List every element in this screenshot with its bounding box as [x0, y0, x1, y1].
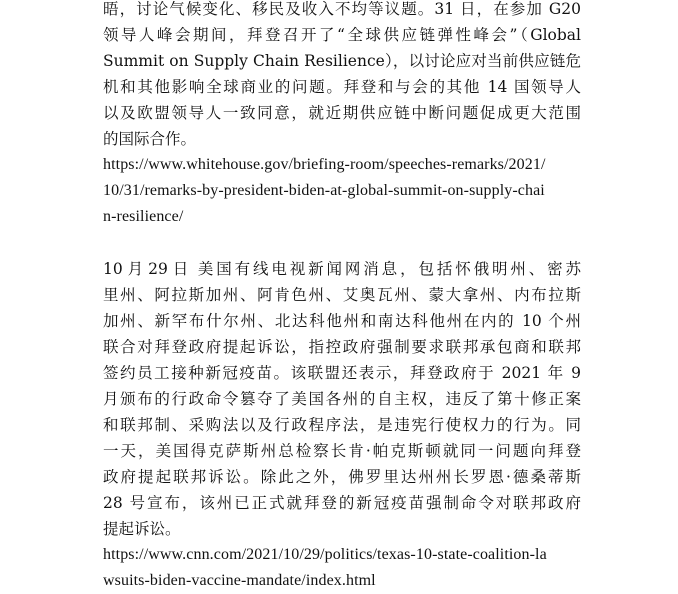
text-line: 月颁布的行政命令篡夺了美国各州的自主权，违反了第十修正案 [103, 390, 581, 408]
text-line: 的国际合作。 [103, 130, 197, 148]
text-line: 机和其他影响全球商业的问题。拜登和与会的其他 14 国领导人 [103, 78, 581, 96]
text-line: 一天，美国得克萨斯州总检察长肯·帕克斯顿就同一问题向拜登 [103, 442, 581, 460]
url-line: 10/31/remarks-by-president-biden-at-global-summit-on-supply-chai [103, 182, 545, 199]
text-line: 加州、新罕布什尔州、北达科他州和南达科他州在内的 10 个州 [103, 312, 581, 330]
entry-first-line: 美国有线电视新闻网消息，包括怀俄明州、密苏 [195, 260, 581, 278]
text-line: 以及欧盟领导人一致同意，就近期供应链中断问题促成更大范围 [103, 104, 581, 122]
entry-paragraph-2 [103, 256, 581, 542]
paragraph-gap [103, 230, 581, 256]
text-line: 28 号宣布，该州已正式就拜登的新冠疫苗强制命令对联邦政府 [103, 494, 581, 512]
text-line: 提起诉讼。 [103, 520, 181, 538]
url-line: https://www.whitehouse.gov/briefing-room/speeches-remarks/2021/ [103, 156, 546, 173]
text-line: 签约员工接种新冠疫苗。该联盟还表示，拜登政府于 2021 年 9 [103, 364, 581, 382]
source-link-1[interactable] [103, 152, 581, 230]
entry-date: 10 月 29 日 [103, 260, 189, 278]
text-line: 晤，讨论气候变化、移民及收入不均等议题。31 日，在参加 G20 [103, 0, 581, 18]
entry-paragraph-1 [103, 0, 581, 152]
text-line: 领导人峰会期间，拜登召开了“全球供应链弹性峰会”（Global [103, 26, 581, 44]
text-line: 里州、阿拉斯加州、阿肯色州、艾奥瓦州、蒙大拿州、内布拉斯 [103, 286, 581, 304]
text-line: Summit on Supply Chain Resilience），以讨论应对当前供应链危 [103, 52, 581, 70]
url-line: n-resilience/ [103, 208, 184, 225]
document-page [103, 0, 581, 594]
text-line: 联合对拜登政府提起诉讼，指控政府强制要求联邦承包商和联邦 [103, 338, 581, 356]
text-line: 政府提起联邦诉讼。除此之外，佛罗里达州州长罗恩·德桑蒂斯 [103, 468, 581, 486]
url-line: https://www.cnn.com/2021/10/29/politics/texas-10-state-coalition-la [103, 546, 547, 563]
text-line: 和联邦制、采购法以及行政程序法，是违宪行使权力的行为。同 [103, 416, 581, 434]
url-line: wsuits-biden-vaccine-mandate/index.html [103, 572, 376, 589]
source-link-2[interactable] [103, 542, 581, 594]
text-line [103, 256, 581, 282]
